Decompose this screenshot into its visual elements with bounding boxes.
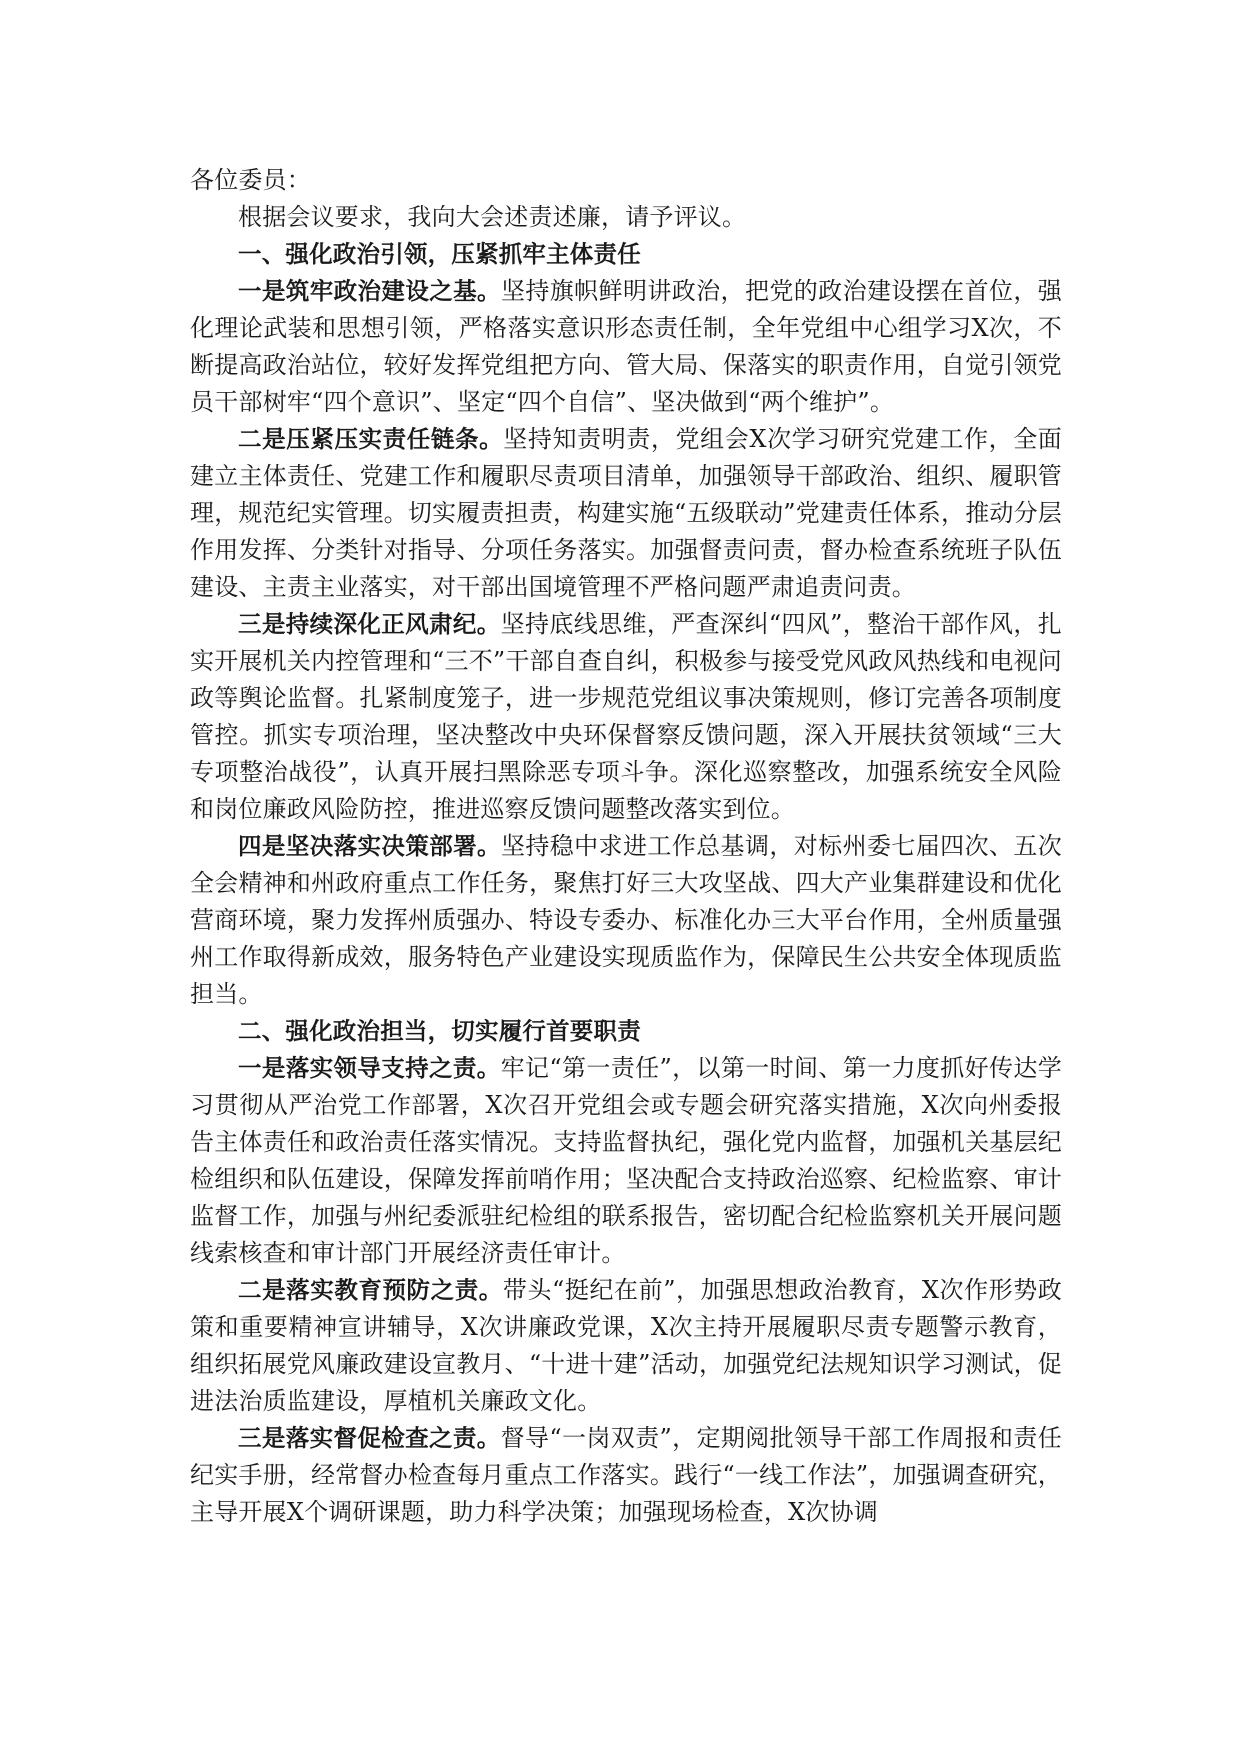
- paragraph: [190, 421, 1062, 606]
- paragraph-lead: 四是坚决落实决策部署。: [238, 832, 501, 860]
- paragraph: [190, 1272, 1062, 1420]
- paragraph-text: 坚持旗帜鲜明讲政治，把党的政治建设摆在首位，强化理论武装和思想引领，严格落实意识形态责任制，全年党组中心组学习X次，不断提高政治站位，较好发挥党组把方向、管大局、保落实的职责作用，自觉引领党员干部树牢“四个意识”、坚定“四个自信”、坚决做到“两个维护”。: [190, 277, 1062, 416]
- paragraph-text: 督导“一岗双责”，定期阅批领导干部工作周报和责任纪实手册，经常督办检查每月重点工作落实。践行“一线工作法”，加强调查研究，主导开展X个调研课题，助力科学决策；加强现场检查，X次协调: [190, 1424, 1063, 1526]
- paragraph-lead: 三是持续深化正风肃纪。: [238, 610, 501, 638]
- paragraph-text: 坚持底线思维，严查深纠“四风”，整治干部作风，扎实开展机关内控管理和“三不”干部自查自纠，积极参与接受党风政风热线和电视问政等舆论监督。扎紧制度笼子，进一步规范党组议事决策规则，修订完善各项制度管控。抓实专项治理，坚决整改中央环保督察反馈问题，深入开展扶贫领域“三大专项整治战役”，认真开展扫黑除恶专项斗争。深化巡察整改，加强系统安全风险和岗位廉政风险防控，推进巡察反馈问题整改落实到位。: [190, 610, 1063, 823]
- intro-paragraph: 根据会议要求，我向大会述责述廉，请予评议。: [238, 203, 747, 231]
- section-heading: 一、强化政治引领，压紧抓牢主体责任: [238, 240, 641, 268]
- paragraph-lead: 二是落实教育预防之责。: [238, 1276, 503, 1304]
- section-heading: 二、强化政治担当，切实履行首要职责: [238, 1017, 641, 1045]
- paragraph-text: 带头“挺纪在前”，加强思想政治教育，X次作形势政策和重要精神宣讲辅导，X次讲廉政党课，X次主持开展履职尽责专题警示教育，组织拓展党风廉政建设宣教月、“十进十建”活动，加强党纪法规知识学习测试，促进法治质监建设，厚植机关廉政文化。: [190, 1276, 1062, 1415]
- paragraph-lead: 二是压紧压实责任链条。: [238, 425, 504, 453]
- paragraph: [190, 273, 1062, 421]
- paragraph: [190, 828, 1062, 1013]
- paragraph-text: 坚持稳中求进工作总基调，对标州委七届四次、五次全会精神和州政府重点工作任务，聚焦打好三大攻坚战、四大产业集群建设和优化营商环境，聚力发挥州质强办、特设专委办、标准化办三大平台作用，全州质量强州工作取得新成效，服务特色产业建设实现质监作为，保障民生公共安全体现质监担当。: [190, 832, 1062, 1008]
- paragraph-text: 坚持知责明责，党组会X次学习研究党建工作，全面建立主体责任、党建工作和履职尽责项目清单，加强领导干部政治、组织、履职管理，规范纪实管理。切实履责担责，构建实施“五级联动”党建责任体系，推动分层作用发挥、分类针对指导、分项任务落实。加强督责问责，督办检查系统班子队伍建设、主责主业落实，对干部出国境管理不严格问题严肃追责问责。: [190, 425, 1063, 601]
- paragraph-lead: 三是落实督促检查之责。: [238, 1424, 501, 1452]
- paragraph-lead: 一是落实领导支持之责。: [238, 1054, 501, 1082]
- paragraph: [190, 1050, 1062, 1272]
- paragraph: [190, 606, 1062, 828]
- salutation: 各位委员：: [190, 166, 311, 194]
- paragraph-text: 牢记“第一责任”，以第一时间、第一力度抓好传达学习贯彻从严治党工作部署，X次召开党组会或专题会研究落实措施，X次向州委报告主体责任和政治责任落实情况。支持监督执纪，强化党内监督，加强机关基层纪检组织和队伍建设，保障发挥前哨作用；坚决配合支持政治巡察、纪检监察、审计监督工作，加强与州纪委派驻纪检组的联系报告，密切配合纪检监察机关开展问题线索核查和审计部门开展经济责任审计。: [190, 1054, 1063, 1267]
- paragraph-lead: 一是筑牢政治建设之基。: [238, 277, 501, 305]
- paragraph: [190, 1420, 1062, 1531]
- document-body: [190, 162, 1062, 1531]
